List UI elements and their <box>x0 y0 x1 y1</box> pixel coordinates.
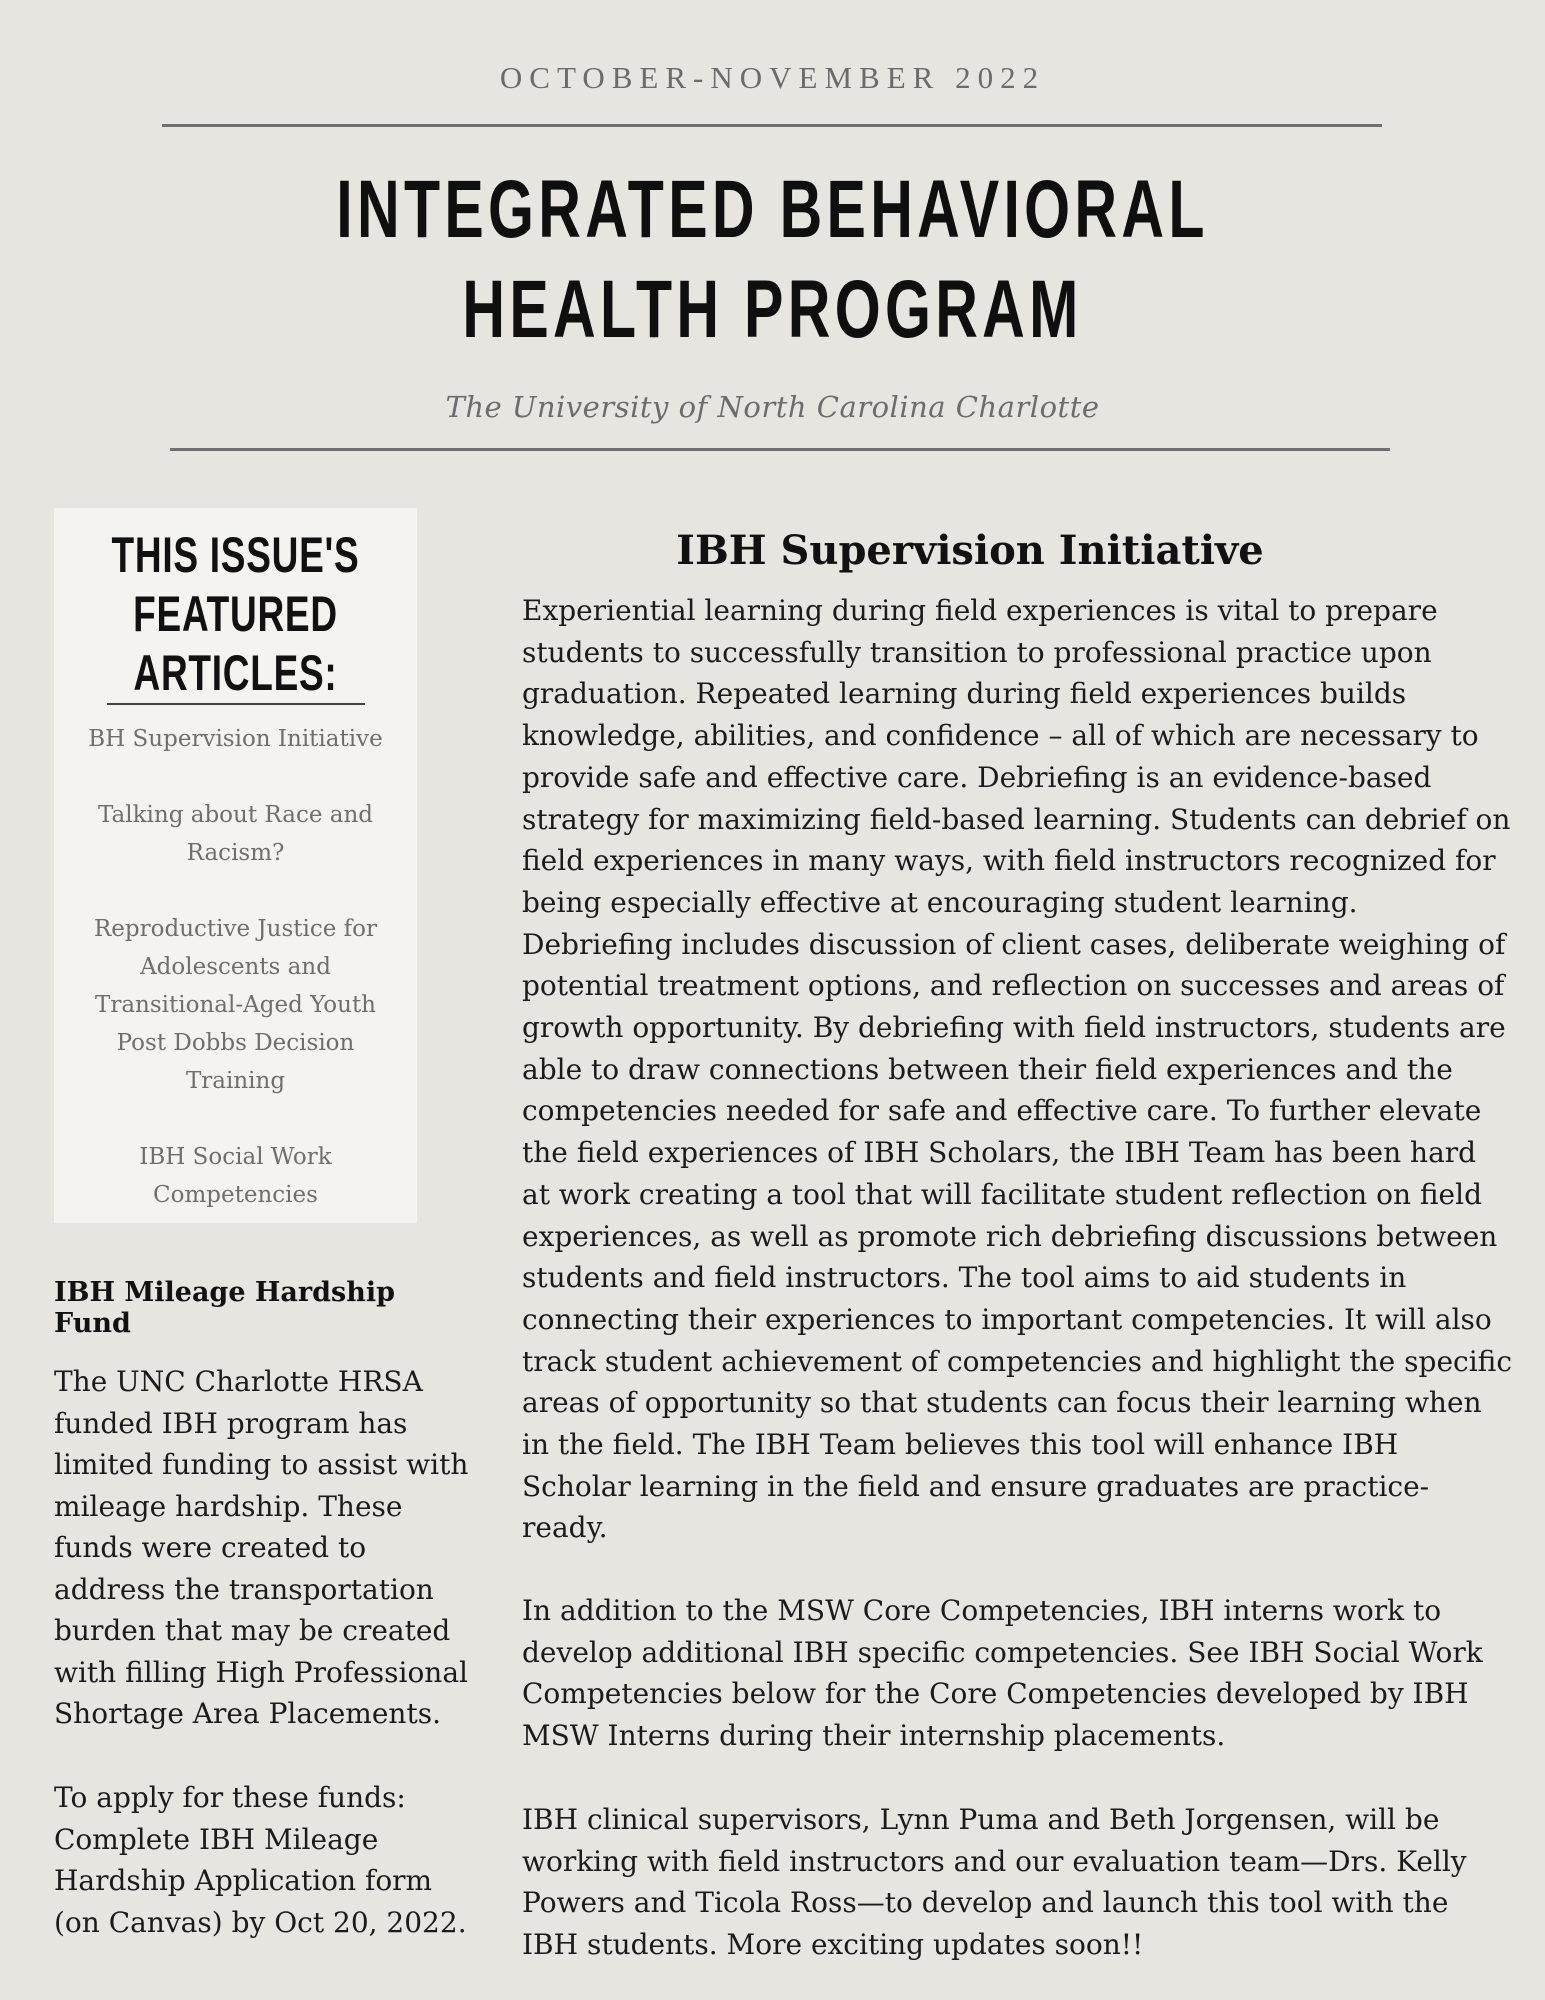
featured-item[interactable]: Talking about Race and Racism? <box>97 802 374 866</box>
newsletter-title <box>216 160 1328 360</box>
mileage-fund-heading: IBH Mileage Hardship Fund <box>54 1277 395 1339</box>
header-top-divider <box>162 124 1382 127</box>
featured-heading-line-2: FEATURED <box>133 586 338 642</box>
featured-heading-line-1: THIS ISSUE'S <box>111 527 360 583</box>
article-paragraph: In addition to the MSW Core Competencies, IBH interns work to develop additional IBH specific competencies. See IBH Social Work Competencies below for the Core Competencies developed by IBH MSW Interns during their internship placements. <box>522 1594 1483 1753</box>
article-paragraph: Experiential learning during field experiences is vital to prepare students to successfully transition to professional practice upon graduation. Repeated learning during field experiences builds knowledge, abilities, and confidence – all of which are necessary to provide safe and effective care. Debriefing is an evidence-based strategy for maximizing field-based learning. Students can debrief on field experiences in many ways, with field instructors recognized for being especially effective at encouraging student learning. Debriefing includes discussion of client cases, deliberate weighing of potential treatment options, and reflection on successes and areas of growth opportunity. By debriefing with field instructors, students are able to draw connections between their field experiences and the competencies needed for safe and effective care. To further elevate the field experiences of IBH Scholars, the IBH Team has been hard at work creating a tool that will facilitate student reflection on field experiences, as well as promote rich debriefing discussions between students and field instructors. The tool aims to aid students in connecting their experiences to important competencies. It will also track student achievement of competencies and highlight the specific areas of opportunity so that students can focus their learning when in the field. The IBH Team believes this tool will enhance IBH Scholar learning in the field and ensure graduates are practice-ready. <box>522 594 1513 1545</box>
featured-heading-line-3: ARTICLES: <box>133 645 338 701</box>
featured-divider <box>107 703 365 705</box>
article-paragraph: IBH clinical supervisors, Lynn Puma and Beth Jorgensen, will be working with field instructors and our evaluation team—Drs. Kelly Powers and Ticola Ross—to develop and launch this tool with the IBH students. More exciting updates soon!! <box>522 1803 1467 1962</box>
university-subtitle: The University of North Carolina Charlotte <box>445 390 1100 424</box>
title-line-1: INTEGRATED BEHAVIORAL <box>336 164 1209 255</box>
article-title: IBH Supervision Initiative <box>676 527 1264 574</box>
featured-articles-heading <box>101 526 370 703</box>
title-line-2: HEALTH PROGRAM <box>462 264 1083 355</box>
featured-item[interactable]: BH Supervision Initiative <box>88 726 383 752</box>
featured-item[interactable]: Reproductive Justice for Adolescents and Transitional-Aged Youth Post Dobbs Decision Training <box>93 916 378 1094</box>
mileage-fund-paragraph: The UNC Charlotte HRSA funded IBH program has limited funding to assist with mileage hardship. These funds were created to address the transportation burden that may be created with filling High Professional Shortage Area Placements. <box>54 1365 469 1730</box>
featured-articles-list <box>54 720 417 1252</box>
featured-item[interactable]: IBH Social Work Competencies <box>139 1144 332 1208</box>
mileage-fund-apply-paragraph: To apply for these funds: Complete IBH Mileage Hardship Application form (on Canvas) by Oct 20, 2022. <box>54 1781 467 1939</box>
header-bottom-divider <box>170 448 1390 451</box>
featured-articles-box <box>54 508 417 1223</box>
issue-date: OCTOBER-NOVEMBER 2022 <box>499 60 1046 95</box>
